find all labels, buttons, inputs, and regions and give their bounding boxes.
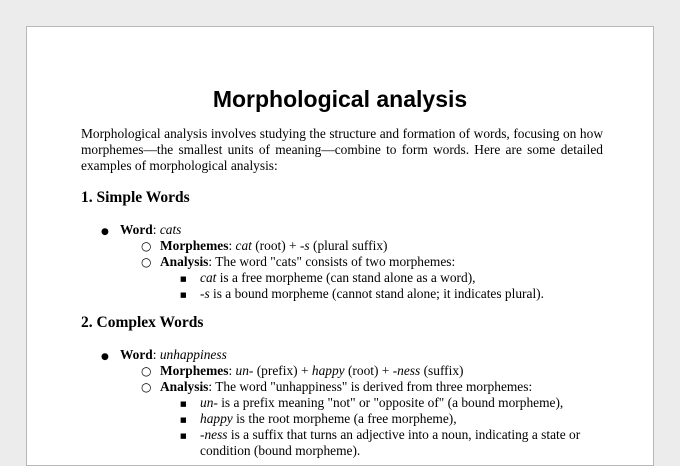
document-page — [26, 26, 654, 466]
point-line — [200, 270, 476, 286]
word-value: cats — [159, 222, 182, 237]
word-label: Word — [120, 222, 153, 237]
analysis-line-2 — [160, 379, 532, 395]
analysis-line-1 — [160, 254, 455, 270]
point-text: is a free morpheme (can stand alone as a word), — [216, 270, 476, 285]
morpheme-note: (root) + — [344, 363, 393, 378]
point-line — [200, 427, 615, 459]
morphemes-label: Morphemes — [160, 363, 229, 378]
morpheme-term: cat — [235, 238, 252, 253]
analysis-label: Analysis — [160, 254, 209, 269]
point-term: -ness — [200, 427, 228, 442]
morphemes-line-2: Morphemes: un- (prefix) + happy (root) + -ness (suffix) — [160, 363, 464, 378]
analysis-text: : The word "cats" consists of two morphemes: — [208, 254, 456, 269]
square-bullet-icon: ■ — [180, 432, 187, 440]
point-term: cat — [200, 270, 217, 285]
circle-bullet-icon: ○ — [141, 364, 152, 378]
point-text: is a suffix that turns an adjective into a noun, indicating a state or condition (bound morpheme). — [200, 427, 581, 458]
morphemes-label: Morphemes — [160, 238, 229, 253]
point-line — [200, 395, 563, 411]
document-title: Morphological analysis — [212, 86, 468, 112]
word-line-2: Word: unhappiness — [120, 347, 227, 362]
bullet-icon: ● — [101, 352, 109, 362]
analysis-text: : The word "unhappiness" is derived from three morphemes: — [208, 379, 533, 394]
circle-bullet-icon: ○ — [141, 239, 152, 253]
word-line-1: Word: cats — [120, 222, 182, 237]
morpheme-term: happy — [311, 363, 345, 378]
square-bullet-icon: ■ — [180, 400, 187, 408]
morpheme-note: (plural suffix) — [309, 238, 388, 253]
morpheme-note: (suffix) — [420, 363, 464, 378]
morpheme-term: -ness — [392, 363, 421, 378]
morphemes-line-1: Morphemes: cat (root) + -s (plural suffix) — [160, 238, 388, 253]
morpheme-term: -s — [299, 238, 310, 253]
section-heading-complex-words: 2. Complex Words — [81, 314, 204, 331]
analysis-label: Analysis — [160, 379, 209, 394]
circle-bullet-icon: ○ — [141, 255, 152, 269]
square-bullet-icon: ■ — [180, 416, 187, 424]
point-text: is the root morpheme (a free morpheme), — [232, 411, 457, 426]
morpheme-note: (root) + — [251, 238, 300, 253]
bullet-icon: ● — [101, 227, 109, 237]
morpheme-note: (prefix) + — [253, 363, 312, 378]
square-bullet-icon: ■ — [180, 291, 187, 299]
point-line — [200, 286, 544, 302]
intro-paragraph: Morphological analysis involves studying the structure and formation of words, focusing on how morphemes—the smallest units of meaning—combine to form words. Here are some detailed examples of morphological analysis: — [81, 126, 603, 174]
circle-bullet-icon: ○ — [141, 380, 152, 394]
point-text: is a bound morpheme (cannot stand alone; it indicates plural). — [209, 286, 544, 301]
point-term: happy — [200, 411, 233, 426]
word-label: Word — [120, 347, 153, 362]
point-text: is a prefix meaning "not" or "opposite of" (a bound morpheme), — [217, 395, 564, 410]
word-value: unhappiness — [159, 347, 227, 362]
section-heading-simple-words: 1. Simple Words — [81, 189, 190, 206]
point-term: -s — [200, 286, 210, 301]
point-line — [200, 411, 457, 427]
square-bullet-icon: ■ — [180, 275, 187, 283]
point-term: un- — [200, 395, 218, 410]
morpheme-term: un- — [235, 363, 254, 378]
